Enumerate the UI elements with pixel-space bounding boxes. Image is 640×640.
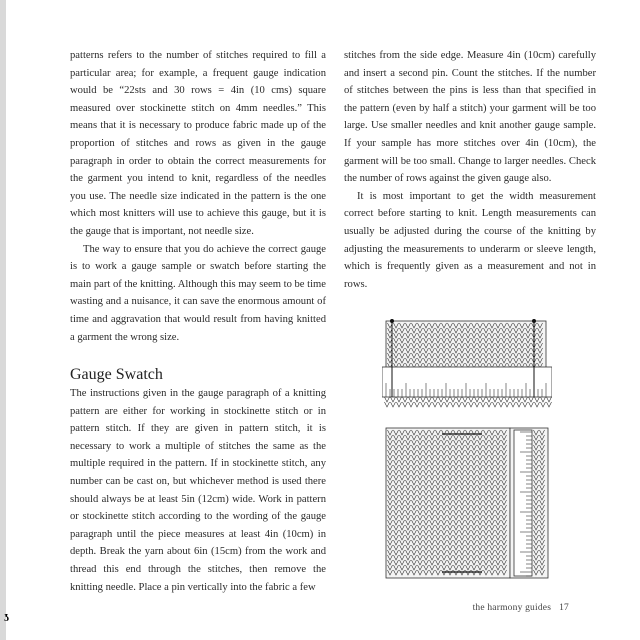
page-number: 17 — [559, 603, 569, 613]
gauge-width-illustration — [382, 317, 552, 412]
right-paragraph-1: stitches from the side edge. Measure 4in (10cm) carefully and insert a second pin. Count the stitches. If the number of stitches between the pins is less than that specified in the pattern (even by half a stitch) your garment will be too large. Use smaller needles and knit another gauge sample. If your sample has more stitches over 4in (10cm), the garment will be too small. Change to larger needles. Check the number of rows against the given gauge also. — [344, 50, 596, 185]
left-paragraph-2: The way to ensure that you do achieve the correct gauge is to work a gauge sample or swatch before starting the main part of the knitting. Although this may seem to be time wasting and a nuisance, it can save the enormous amount of time and aggravation that would result from having knitted a garment the wrong size. — [70, 243, 326, 343]
corner-mark: ʖ — [4, 612, 9, 624]
gauge-length-illustration — [382, 424, 552, 584]
section-heading: Gauge Swatch — [70, 366, 163, 384]
left-paragraph-1: patterns refers to the number of stitches required to fill a particular area; for example, a frequent gauge indication would be “22sts and 30 rows = 4in (10 cms) square measured over stockinette stitch on 4mm needles.” This means that it is necessary to produce fabric made up of the proportion of stitches and rows as given in the gauge paragraph in order to obtain the correct measurements for the garment you intend to knit, regardless of the needles you use. The needle size indicated in the pattern is the one which most knitters will use to achieve this gauge, but it is the gauge that is important, not needle size. — [70, 50, 326, 237]
left-column — [70, 47, 326, 596]
right-column — [344, 47, 596, 293]
left-paragraph-3: The instructions given in the gauge paragraph of a knitting pattern are either for working in stockinette stitch or in pattern stitch. If they are given in pattern stitch, it is necessary to work a multiple of stitches the same as the multiple required in the pattern. If in stockinette stitch, any number can be cast on, but whichever method is used there should always be at least 5in (12cm) wide. Work in pattern or stockinette stitch according to the wording of the gauge paragraph until the piece measures at least 4in (10cm) in depth. Break the yarn about 6in (15cm) from the work and thread this end through the stitches, then remove the knitting needle. Place a pin vertically into the fabric a few — [70, 388, 326, 593]
series-title: the harmony guides — [472, 603, 552, 613]
page-edge — [0, 0, 6, 640]
page-footer — [473, 603, 569, 613]
right-paragraph-2: It is most important to get the width measurement correct before starting to knit. Length measurements can usually be adjusted during the course of the knitting by adjusting the measurements to underarm or sleeve length, which is frequently given as a measurement and not in rows. — [344, 190, 596, 290]
